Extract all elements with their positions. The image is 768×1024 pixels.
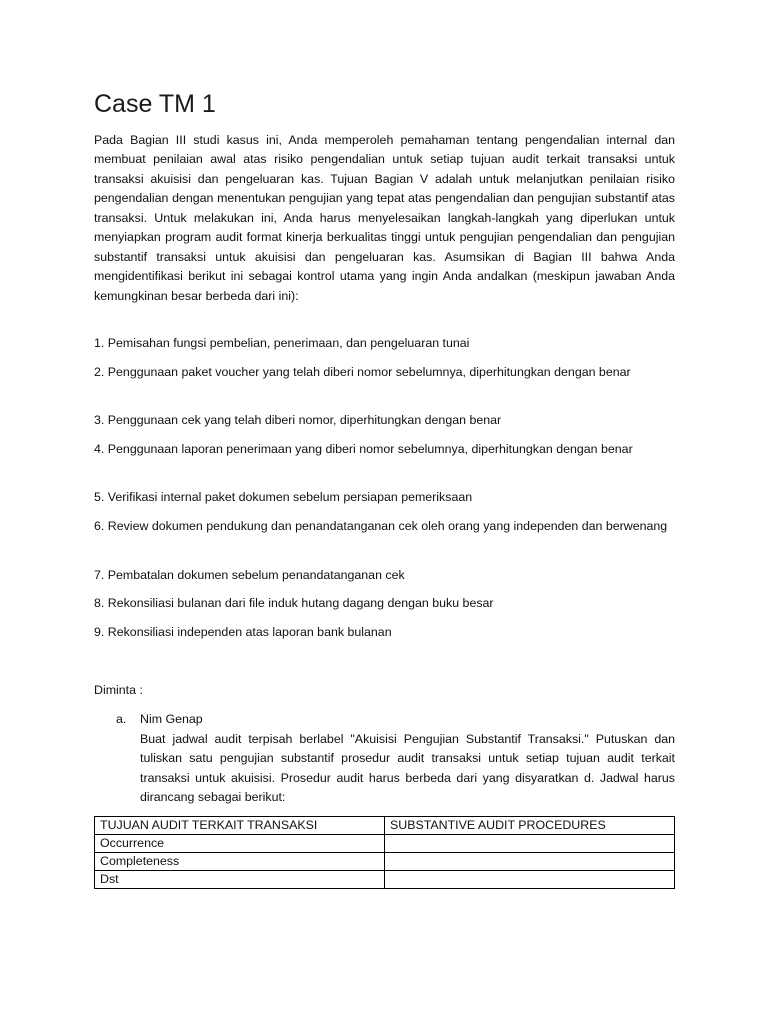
table-cell bbox=[385, 835, 675, 853]
intro-paragraph: Pada Bagian III studi kasus ini, Anda memperoleh pemahaman tentang pengendalian internal dan membuat penilaian awal atas risiko pengendalian untuk setiap tujuan audit terkait transaksi untuk transaksi akuisisi dan pengeluaran kas. Tujuan Bagian V adalah untuk melanjutkan penilaian risiko pengendalian dengan menentukan pengujian yang tepat atas pengendalian dan pengujian substantif atas transaksi. Untuk melakukan ini, Anda harus menyelesaikan langkah-langkah yang diperlukan untuk menyiapkan program audit format kinerja berkualitas tinggi untuk pengujian pengendalian dan pengujian substantif transaksi untuk akuisisi dan pengeluaran kas. Asumsikan di Bagian III bahwa Anda mengidentifikasi berikut ini sebagai kontrol utama yang ingin Anda andalkan (meskipun jawaban Anda kemungkinan besar berbeda dari ini): bbox=[94, 133, 675, 303]
table-row bbox=[95, 835, 675, 853]
control-item-6: 6. Review dokumen pendukung dan penandatanganan cek oleh orang yang independen dan berwenang bbox=[94, 519, 668, 533]
control-item-8: 8. Rekonsiliasi bulanan dari file induk hutang dagang dengan buku besar bbox=[94, 596, 494, 610]
table-cell: Completeness bbox=[95, 853, 385, 871]
table-row bbox=[95, 853, 675, 871]
table-header-cell: SUBSTANTIVE AUDIT PROCEDURES bbox=[385, 817, 675, 835]
table-row bbox=[95, 871, 675, 889]
audit-schedule-table bbox=[94, 816, 675, 889]
requirement-label: a. bbox=[116, 712, 127, 726]
table-cell: Dst bbox=[95, 871, 385, 889]
control-item-3: 3. Penggunaan cek yang telah diberi nomor, diperhitungkan dengan benar bbox=[94, 413, 502, 427]
control-item-1: 1. Pemisahan fungsi pembelian, penerimaan, dan pengeluaran tunai bbox=[94, 336, 470, 350]
control-item-5: 5. Verifikasi internal paket dokumen sebelum persiapan pemeriksaan bbox=[94, 490, 473, 504]
requirement-text: Buat jadwal audit terpisah berlabel "Akuisisi Pengujian Substantif Transaksi." Putuskan dan tuliskan satu pengujian substantif prosedur audit transaksi untuk setiap tujuan audit terkait transaksi untuk akuisisi. Prosedur audit harus berbeda dari yang disyaratkan d. Jadwal harus dirancang sebagai berikut: bbox=[140, 731, 675, 804]
table-cell bbox=[385, 871, 675, 889]
control-item-2: 2. Penggunaan paket voucher yang telah diberi nomor sebelumnya, diperhitungkan dengan benar bbox=[94, 365, 631, 379]
document-title: Case TM 1 bbox=[94, 90, 216, 118]
requirement-body bbox=[140, 710, 675, 808]
table-cell bbox=[385, 853, 675, 871]
requirement-title: Nim Genap bbox=[140, 712, 203, 726]
requirements-heading: Diminta : bbox=[94, 683, 143, 697]
table-header-cell: TUJUAN AUDIT TERKAIT TRANSAKSI bbox=[95, 817, 385, 835]
table-header-row bbox=[95, 817, 675, 835]
control-item-7: 7. Pembatalan dokumen sebelum penandatanganan cek bbox=[94, 568, 405, 582]
control-item-4: 4. Penggunaan laporan penerimaan yang diberi nomor sebelumnya, diperhitungkan dengan benar bbox=[94, 442, 633, 456]
table-cell: Occurrence bbox=[95, 835, 385, 853]
control-item-9: 9. Rekonsiliasi independen atas laporan bank bulanan bbox=[94, 625, 392, 639]
